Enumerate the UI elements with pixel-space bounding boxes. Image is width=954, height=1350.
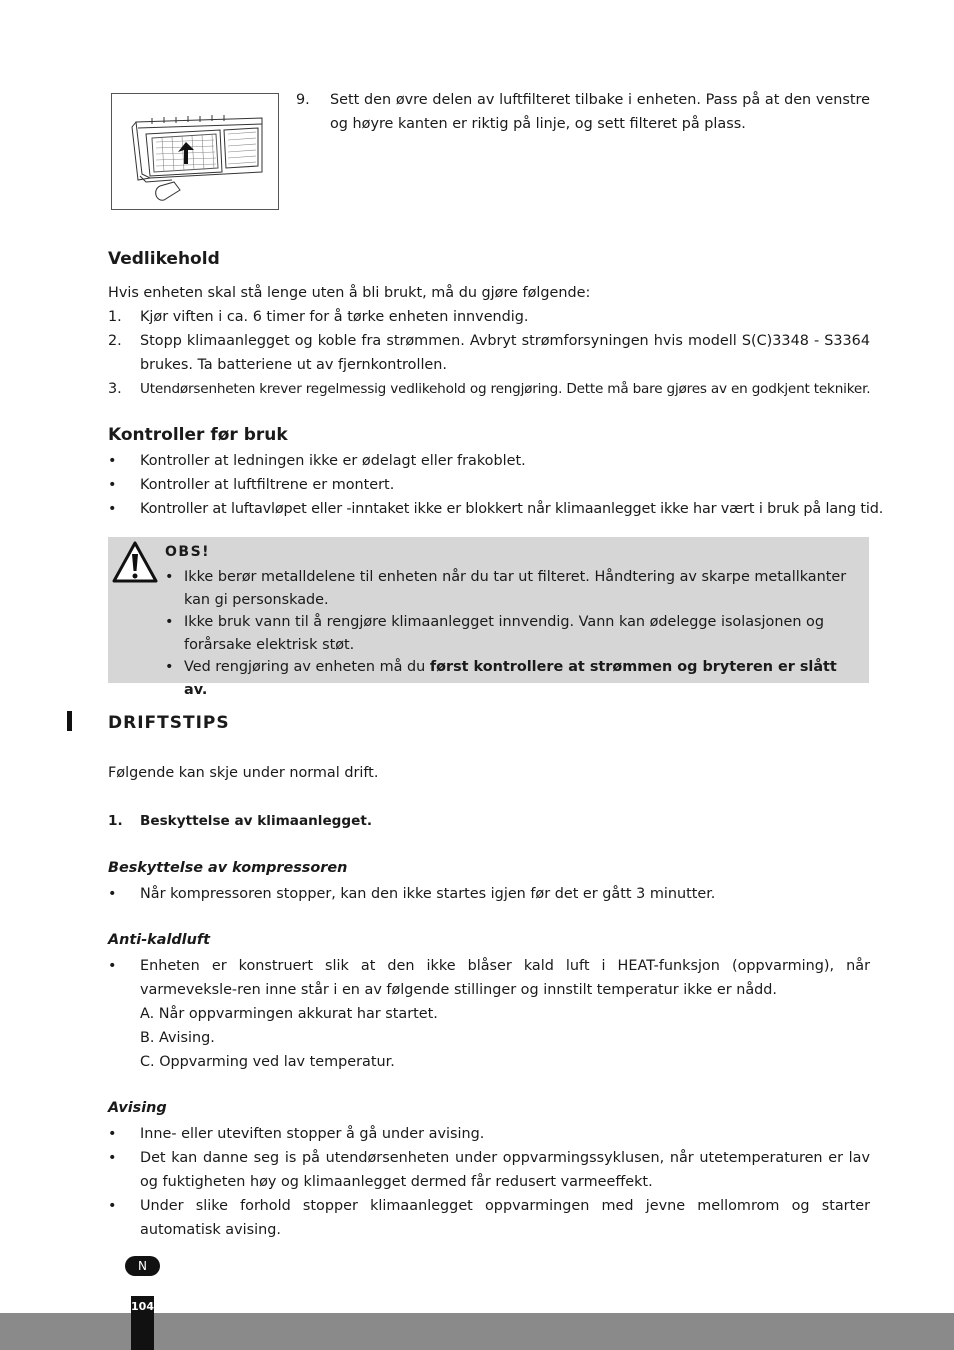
warning-item <box>165 656 855 701</box>
step-number: 9. <box>296 92 310 108</box>
sub-option: A. Når oppvarmingen akkurat har startet. <box>140 1006 438 1022</box>
anticold-heading: Anti-kaldluft <box>108 932 210 948</box>
bullet: • <box>165 614 174 630</box>
warning-text <box>184 656 855 701</box>
bullet: • <box>108 1198 117 1214</box>
list-item <box>108 377 870 401</box>
list-text: Utendørsenheten krever regelmessig vedlikehold og rengjøring. Dette må bare gjøres av en godkjent tekniker. <box>140 381 871 397</box>
list-item <box>108 449 870 473</box>
list-number: 2. <box>108 333 122 349</box>
filter-insert-drawing <box>112 94 278 209</box>
list-item <box>108 1194 870 1242</box>
warning-triangle-icon <box>112 541 158 583</box>
list-text: Når kompressoren stopper, kan den ikke startes igjen før det er gått 3 minutter. <box>140 886 716 902</box>
warning-title: OBS! <box>165 544 211 560</box>
bullet: • <box>165 659 174 675</box>
warning-box <box>108 537 869 698</box>
list-item <box>108 473 870 497</box>
compressor-heading: Beskyttelse av kompressoren <box>108 860 348 876</box>
list-text: Stopp klimaanlegget og koble fra strømmen. Avbryt strømforsyningen hvis modell S(C)3348 - S3364 brukes. Ta batteriene ut av fjernkontrollen. <box>140 333 870 373</box>
list-text: Kjør viften i ca. 6 timer for å tørke enheten innvendig. <box>140 309 529 325</box>
list-text: Inne- eller uteviften stopper å gå under avising. <box>140 1126 485 1142</box>
defrost-heading: Avising <box>108 1100 167 1116</box>
list-item <box>108 882 870 906</box>
list-number: 1. <box>108 309 122 325</box>
maintenance-intro: Hvis enheten skal stå lenge uten å bli brukt, må du gjøre følgende: <box>108 285 591 301</box>
checks-heading: Kontroller før bruk <box>108 425 288 445</box>
filter-illustration <box>111 93 279 210</box>
list-text: Kontroller at luftfiltrene er montert. <box>140 477 395 493</box>
tips-heading: DRIFTSTIPS <box>108 713 230 733</box>
list-text: Under slike forhold stopper klimaanlegget oppvarmingen med jevne mellomrom og starter automatisk avising. <box>140 1198 870 1238</box>
section-marker <box>67 711 72 731</box>
page-number: 104 <box>131 1300 154 1313</box>
bullet: • <box>108 477 117 493</box>
bullet: • <box>108 886 117 902</box>
step-text: Sett den øvre delen av luftfilteret tilbake i enheten. Pass på at den venstre og høyre kanten er riktig på linje, og sett filteret på plass. <box>330 92 870 132</box>
list-item <box>108 1146 870 1194</box>
warning-item <box>165 611 855 656</box>
bullet: • <box>108 958 117 974</box>
maintenance-heading: Vedlikehold <box>108 249 220 269</box>
tips-intro: Følgende kan skje under normal drift. <box>108 765 379 781</box>
bullet: • <box>108 1150 117 1166</box>
bullet: • <box>108 501 117 517</box>
list-item <box>108 497 884 521</box>
bullet: • <box>108 453 117 469</box>
bullet: • <box>108 1126 117 1142</box>
sub-text: Beskyttelse av klimaanlegget. <box>140 813 373 829</box>
sub-heading <box>108 809 870 833</box>
warning-item <box>165 566 855 611</box>
list-text: Enheten er konstruert slik at den ikke blåser kald luft i HEAT-funksjon (oppvarming), når varmeveksle-ren inne står i en av følgende stillinger og innstilt temperatur ikke er nådd. <box>140 958 870 998</box>
list-text: Kontroller at luftavløpet eller -inntaket ikke er blokkert når klimaanlegget ikke har vært i bruk på lang tid. <box>140 501 884 517</box>
list-text: Kontroller at ledningen ikke er ødelagt eller frakoblet. <box>140 453 526 469</box>
sub-number: 1. <box>108 813 123 829</box>
list-item <box>108 954 870 1002</box>
bullet: • <box>165 569 174 585</box>
list-item <box>108 305 870 329</box>
warning-text: Ikke berør metalldelene til enheten når du tar ut filteret. Håndtering av skarpe metallkanter kan gi personskade. <box>184 569 847 608</box>
list-text: Det kan danne seg is på utendørsenheten under oppvarmingssyklusen, når utetemperaturen er lav og fuktigheten høy og klimaanlegget dermed får redusert varmeeffekt. <box>140 1150 870 1190</box>
sub-option: C. Oppvarming ved lav temperatur. <box>140 1054 395 1070</box>
sub-option: B. Avising. <box>140 1030 215 1046</box>
warning-text-bold: først kontrollere at strømmen og bryteren er slått av. <box>184 659 837 698</box>
warning-text-plain: Ved rengjøring av enheten må du <box>184 659 430 675</box>
language-badge: N <box>125 1256 160 1276</box>
list-item <box>108 329 870 377</box>
step-9 <box>296 88 870 136</box>
warning-text: Ikke bruk vann til å rengjøre klimaanlegget innvendig. Vann kan ødelegge isolasjonen og forårsake elektrisk støt. <box>184 614 824 653</box>
list-item <box>108 1122 870 1146</box>
list-number: 3. <box>108 381 122 397</box>
